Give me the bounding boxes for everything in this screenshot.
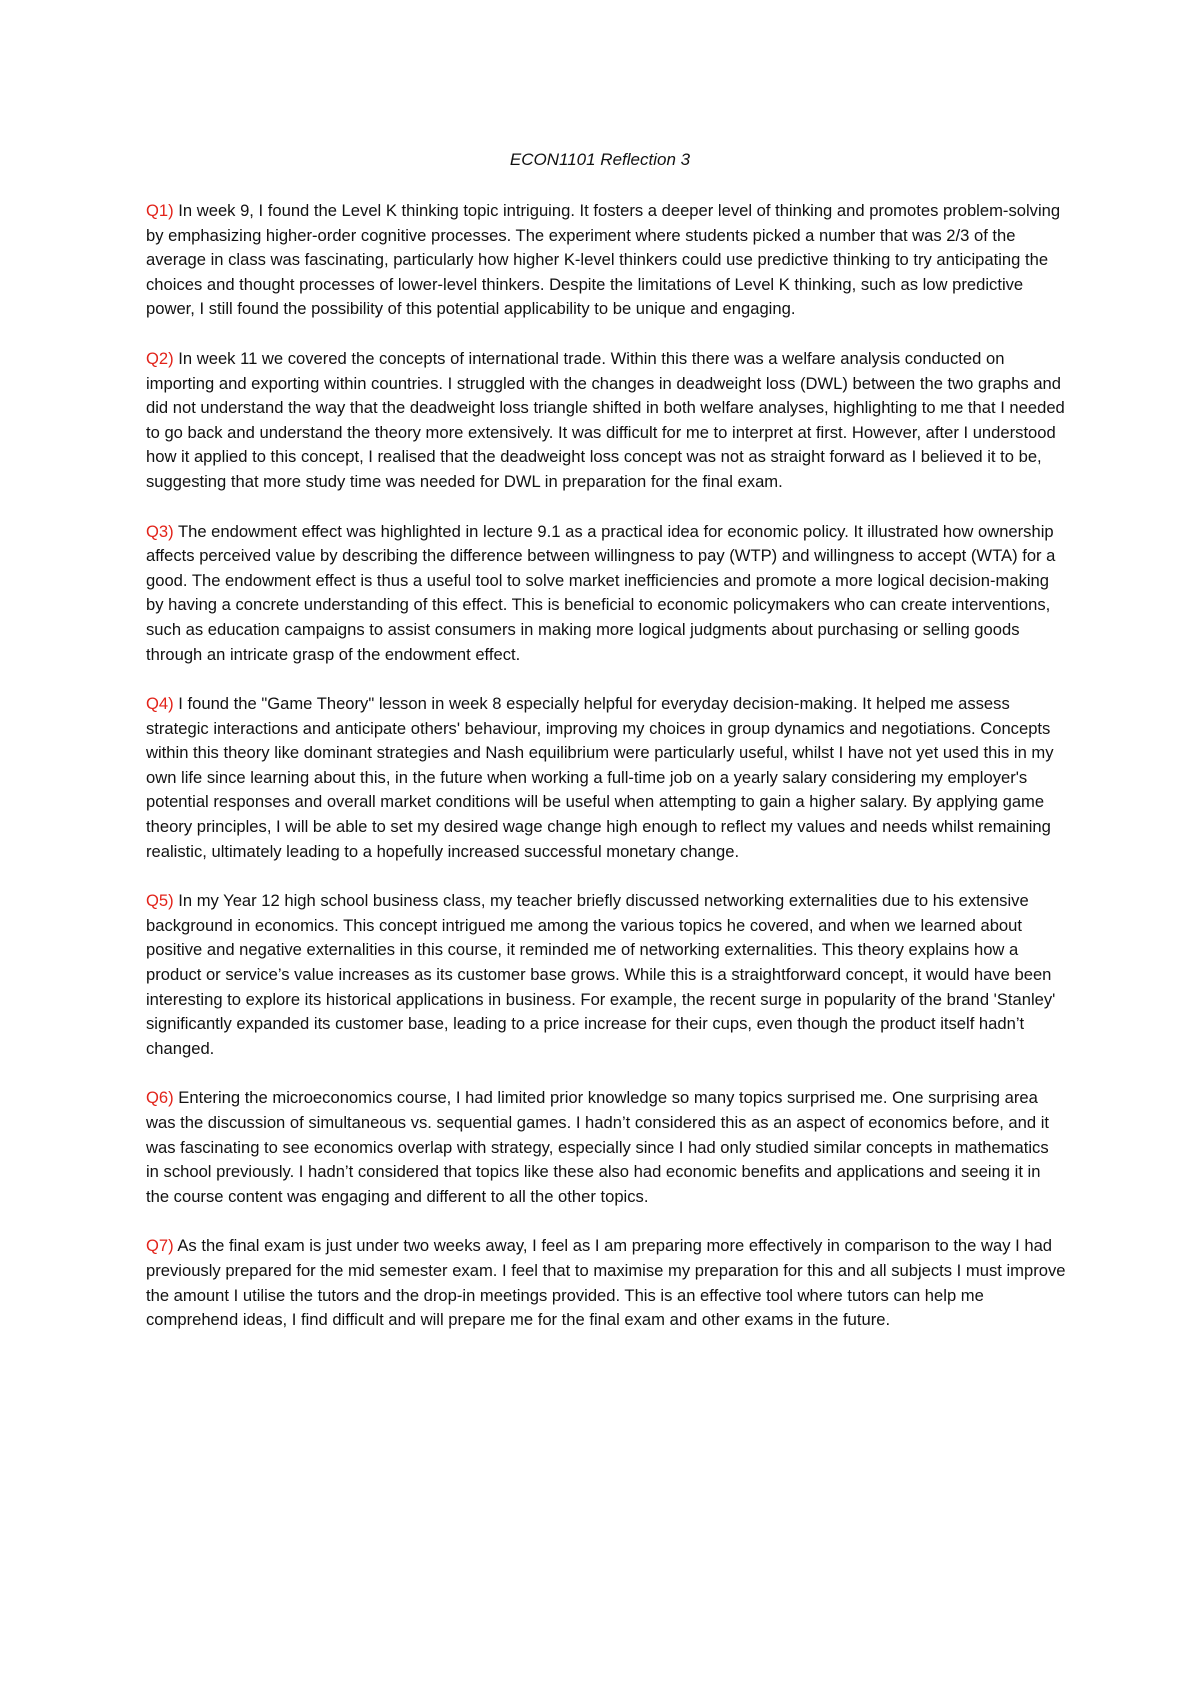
question-7-text: As the final exam is just under two weeks away, I feel as I am preparing more effectively in comparison to the way I had previously prepared for the mid semester exam. I feel that to maximise my preparation for this and all subjects I must improve the amount I utilise the tutors and the drop-in meetings provided. This is an effective tool where tutors can help me comprehend ideas, I find difficult and will prepare me for the final exam and other exams in the future. [146, 1236, 1066, 1330]
question-5-label: Q5) [146, 891, 174, 911]
question-3-label: Q3) [146, 521, 174, 541]
question-4-text: I found the "Game Theory" lesson in week 8 especially helpful for everyday decision-making. It helped me assess strategic interactions and anticipate others' behaviour, improving my choices in group dynamics and negotiations. Concepts within this theory like dominant strategies and Nash equilibrium were particularly useful, whilst I have not yet used this in my own life since learning about this, in the future when working a full-time job on a yearly salary considering my employer's potential responses and overall market conditions will be useful when attempting to gain a higher salary. By applying game theory principles, I will be able to set my desired wage change high enough to reflect my values and needs whilst remaining realistic, ultimately leading to a hopefully increased successful monetary change. [146, 694, 1054, 861]
question-6-paragraph [146, 1086, 1066, 1209]
question-1-text: In week 9, I found the Level K thinking topic intriguing. It fosters a deeper level of thinking and promotes problem-solving by emphasizing higher-order cognitive processes. The experiment where students picked a number that was 2/3 of the average in class was fascinating, particularly how higher K-level thinkers could use predictive thinking to try anticipating the choices and thought processes of lower-level thinkers. Despite the limitations of Level K thinking, such as low predictive power, I still found the possibility of this potential applicability to be unique and engaging. [146, 201, 1061, 319]
question-6-text: Entering the microeconomics course, I had limited prior knowledge so many topics surprised me. One surprising area was the discussion of simultaneous vs. sequential games. I hadn’t considered this as an aspect of economics before, and it was fascinating to see economics overlap with strategy, especially since I had only studied similar concepts in mathematics in school previously. I hadn’t considered that topics like these also had economic benefits and applications and seeing it in the course content was engaging and different to all the other topics. [146, 1088, 1050, 1206]
question-5-text: In my Year 12 high school business class, my teacher briefly discussed networking externalities due to his extensive background in economics. This concept intrigued me among the various topics he covered, and when we learned about positive and negative externalities in this course, it reminded me of networking externalities. This theory explains how a product or service’s value increases as its customer base grows. While this is a straightforward concept, it would have been interesting to explore its historical applications in business. For example, the recent surge in popularity of the brand 'Stanley' significantly expanded its customer base, leading to a price increase for their cups, even though the product itself hadn’t changed. [146, 891, 1056, 1058]
question-3-text: The endowment effect was highlighted in lecture 9.1 as a practical idea for economic policy. It illustrated how ownership affects perceived value by describing the difference between willingness to pay (WTP) and willingness to accept (WTA) for a good. The endowment effect is thus a useful tool to solve market inefficiencies and promote a more logical decision-making by having a concrete understanding of this effect. This is beneficial to economic policymakers who can create interventions, such as education campaigns to assist consumers in making more logical judgments about purchasing or selling goods through an intricate grasp of the endowment effect. [146, 521, 1056, 664]
question-7-label: Q7) [146, 1236, 174, 1256]
question-1-label: Q1) [146, 201, 174, 220]
document-body [146, 199, 1066, 1358]
question-4-label: Q4) [146, 694, 174, 714]
document-title: ECON1101 Reflection 3 [509, 150, 691, 169]
question-5-paragraph [146, 889, 1066, 1061]
question-6-label: Q6) [146, 1088, 174, 1108]
question-3-paragraph [146, 520, 1066, 668]
question-7-paragraph [146, 1234, 1066, 1332]
question-2-paragraph [146, 347, 1066, 495]
question-2-text: In week 11 we covered the concepts of international trade. Within this there was a welfare analysis conducted on importing and exporting within countries. I struggled with the changes in deadweight loss (DWL) between the two graphs and did not understand the way that the deadweight loss triangle shifted in both welfare analyses, highlighting to me that I needed to go back and understand the theory more extensively. It was difficult for me to interpret at first. However, after I understood how it applied to this concept, I realised that the deadweight loss concept was not as straight forward as I believed it to be, suggesting that more study time was needed for DWL in preparation for the final exam. [146, 348, 1065, 491]
question-2-label: Q2) [146, 348, 174, 368]
question-1-paragraph [146, 199, 1066, 322]
question-4-paragraph [146, 692, 1066, 864]
